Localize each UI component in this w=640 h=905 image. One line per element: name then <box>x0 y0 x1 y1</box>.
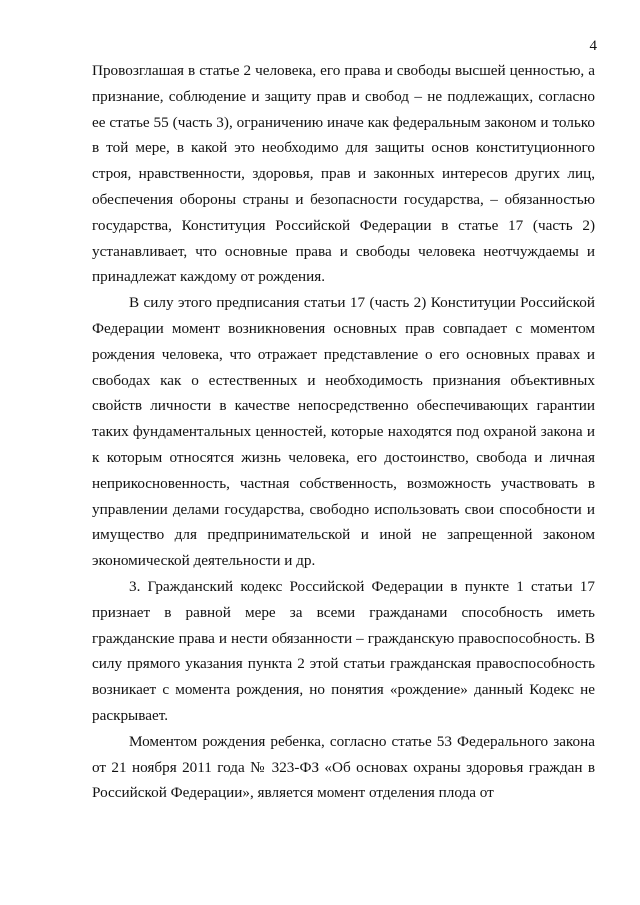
paragraph-1: Провозглашая в статье 2 человека, его права и свободы высшей ценностью, а признание, соблюдение и защиту прав и свобод – не подлежащих, согласно ее статье 55 (часть 3), ограничению иначе как федеральным законом и только в той мере, в какой это необходимо для защиты основ конституционного строя, нравственности, здоровья, прав и законных интересов других лиц, обеспечения обороны страны и безопасности государства, – обязанностью государства, Конституция Российской Федерации в статье 17 (часть 2) устанавливает, что основные права и свободы человека неотчуждаемы и принадлежат каждому от рождения. <box>92 62 595 286</box>
paragraph-4: Моментом рождения ребенка, согласно статье 53 Федерального закона от 21 ноября 2011 года № 323-ФЗ «Об основах охраны здоровья граждан в Российской Федерации», является момент отделения плода от <box>92 732 595 802</box>
paragraph-2: В силу этого предписания статьи 17 (часть 2) Конституции Российской Федерации момент возникновения основных прав совпадает с моментом рождения человека, что отражает представление о его основных правах и свободах как о естественных и необходимость признания объективных свойств личности в качестве непосредственно обеспечивающих гарантии таких фундаментальных ценностей, которые находятся под охраной закона и к которым относятся жизнь человека, его достоинство, свобода и личная неприкосновенность, частная собственность, возможность участвовать в управлении делами государства, свободно использовать свои способности и имущество для предпринимательской и иной не запрещенной законом экономической деятельности и др. <box>92 294 595 570</box>
paragraph-3: 3. Гражданский кодекс Российской Федерации в пункте 1 статьи 17 признает в равной мере за всеми гражданами способность иметь гражданские права и нести обязанности – гражданскую правоспособность. В силу прямого указания пункта 2 этой статьи гражданская правоспособность возникает с момента рождения, но понятия «рождение» данный Кодекс не раскрывает. <box>92 577 595 724</box>
document-body <box>92 58 595 806</box>
page-number: 4 <box>589 38 597 54</box>
